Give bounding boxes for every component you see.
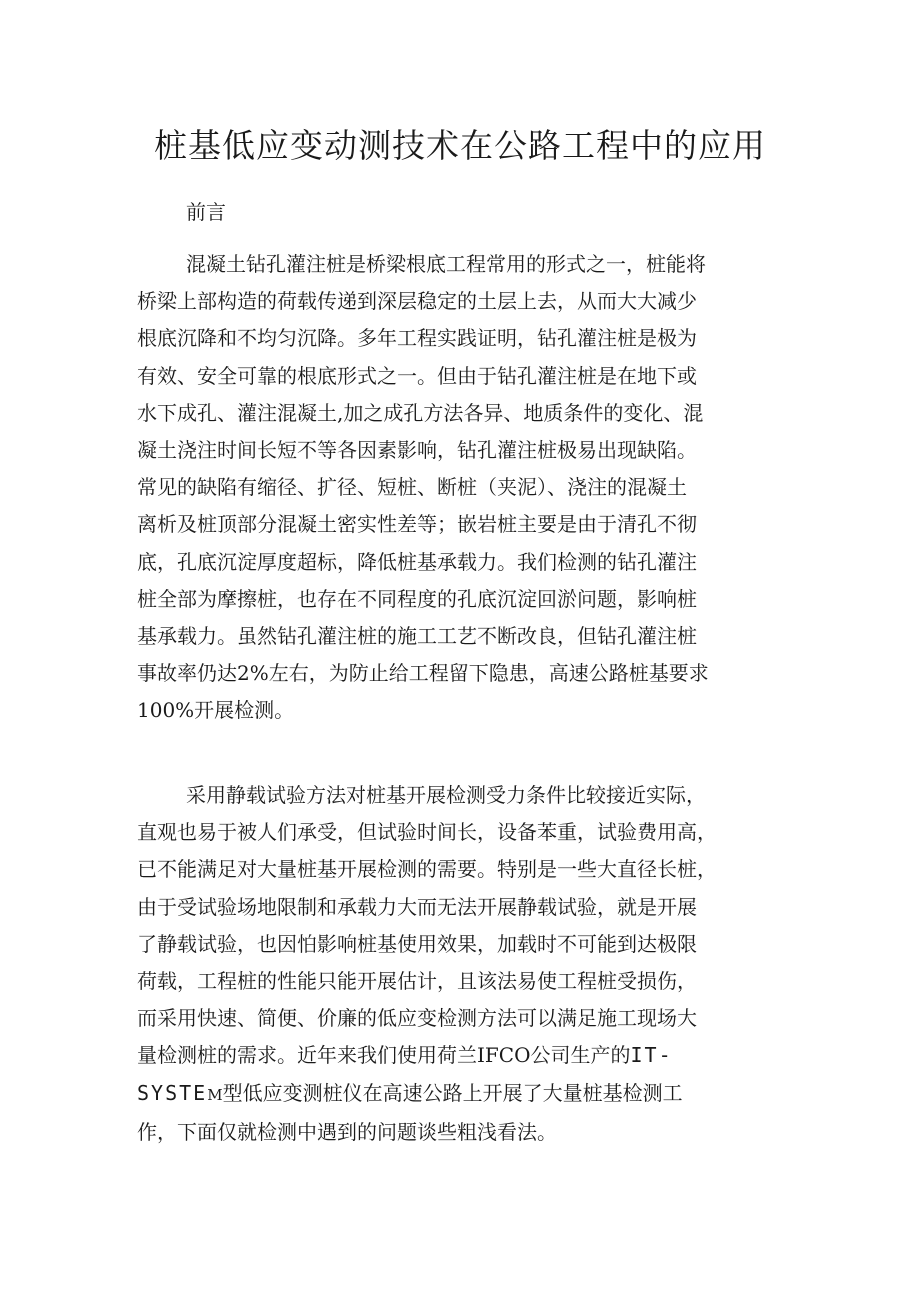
paragraph-line: 桩全部为摩擦桩，也存在不同程度的孔底沉淀回淤问题，影响桩	[137, 586, 697, 611]
paragraph-line: 底，孔底沉淀厚度超标，降低桩基承载力。我们检测的钻孔灌注	[137, 549, 697, 574]
paragraph-line: 了静载试验，也因怕影响桩基使用效果，加载时不可能到达极限	[137, 931, 697, 956]
paragraph-line: 根底沉降和不均匀沉降。多年工程实践证明，钻孔灌注桩是极为	[137, 326, 697, 351]
paragraph-line: 采用静载试验方法对桩基开展检测受力条件比较接近实际，	[186, 783, 706, 807]
product-model-text: SYSTE	[137, 1080, 208, 1105]
paragraph-1	[137, 246, 790, 730]
paragraph-line: 基承载力。虽然钻孔灌注桩的施工工艺不断改良，但钻孔灌注桩	[137, 624, 697, 649]
paragraph-line: 事故率仍达2%左右，为防止给工程留下隐患，高速公路桩基要求	[137, 661, 709, 686]
paragraph-line: 混凝土钻孔灌注桩是桥梁根底工程常用的形式之一，桩能将	[186, 252, 706, 276]
paragraph-line-text: 型低应变测桩仪在高速公路上开展了大量桩基检测工	[222, 1080, 683, 1105]
preface-heading: 前言	[186, 200, 226, 224]
paragraph-line: 凝土浇注时间长短不等各因素影响，钻孔灌注桩极易出现缺陷。	[137, 438, 697, 463]
paragraph-line: 而采用快速、简便、价廉的低应变检测方法可以满足施工现场大	[137, 1006, 697, 1031]
paragraph-2	[137, 777, 790, 1151]
paragraph-line: 作，下面仅就检测中遇到的问题谈些粗浅看法。	[137, 1119, 557, 1144]
paragraph-line: 100%开展检测。	[137, 698, 295, 723]
paragraph-line: 有效、安全可靠的根底形式之一。但由于钻孔灌注桩是在地下或	[137, 363, 697, 388]
paragraph-line: 桥梁上部构造的荷载传递到深层稳定的土层上去，从而大大减少	[137, 289, 697, 314]
paragraph-line: 由于受试验场地限制和承载力大而无法开展静载试验，就是开展	[137, 894, 697, 919]
document-title: 桩基低应变动测技术在公路工程中的应用	[154, 126, 766, 165]
product-model-text: IT-	[630, 1043, 673, 1068]
paragraph-line: 直观也易于被人们承受，但试验时间长，设备苯重，试验费用高，	[137, 820, 717, 845]
paragraph-line	[137, 1037, 790, 1074]
paragraph-line: 已不能满足对大量桩基开展检测的需要。特别是一些大直径长桩，	[137, 857, 717, 882]
paragraph-line: 荷载，工程桩的性能只能开展估计，且该法易使工程桩受损伤，	[137, 969, 697, 994]
paragraph-line: 水下成孔、灌注混凝土,加之成孔方法各异、地质条件的变化、混	[137, 400, 704, 425]
paragraph-line-text: 量检测桩的需求。近年来我们使用荷兰IFCO公司生产的	[137, 1043, 631, 1068]
paragraph-line: 离析及桩顶部分混凝土密实性差等；嵌岩桩主要是由于清孔不彻	[137, 512, 697, 537]
paragraph-line	[137, 1075, 790, 1114]
paragraph-line: 常见的缺陷有缩径、扩径、短桩、断桩（夹泥）、浇注的混凝土	[137, 475, 687, 500]
product-model-suffix: M	[207, 1085, 223, 1104]
